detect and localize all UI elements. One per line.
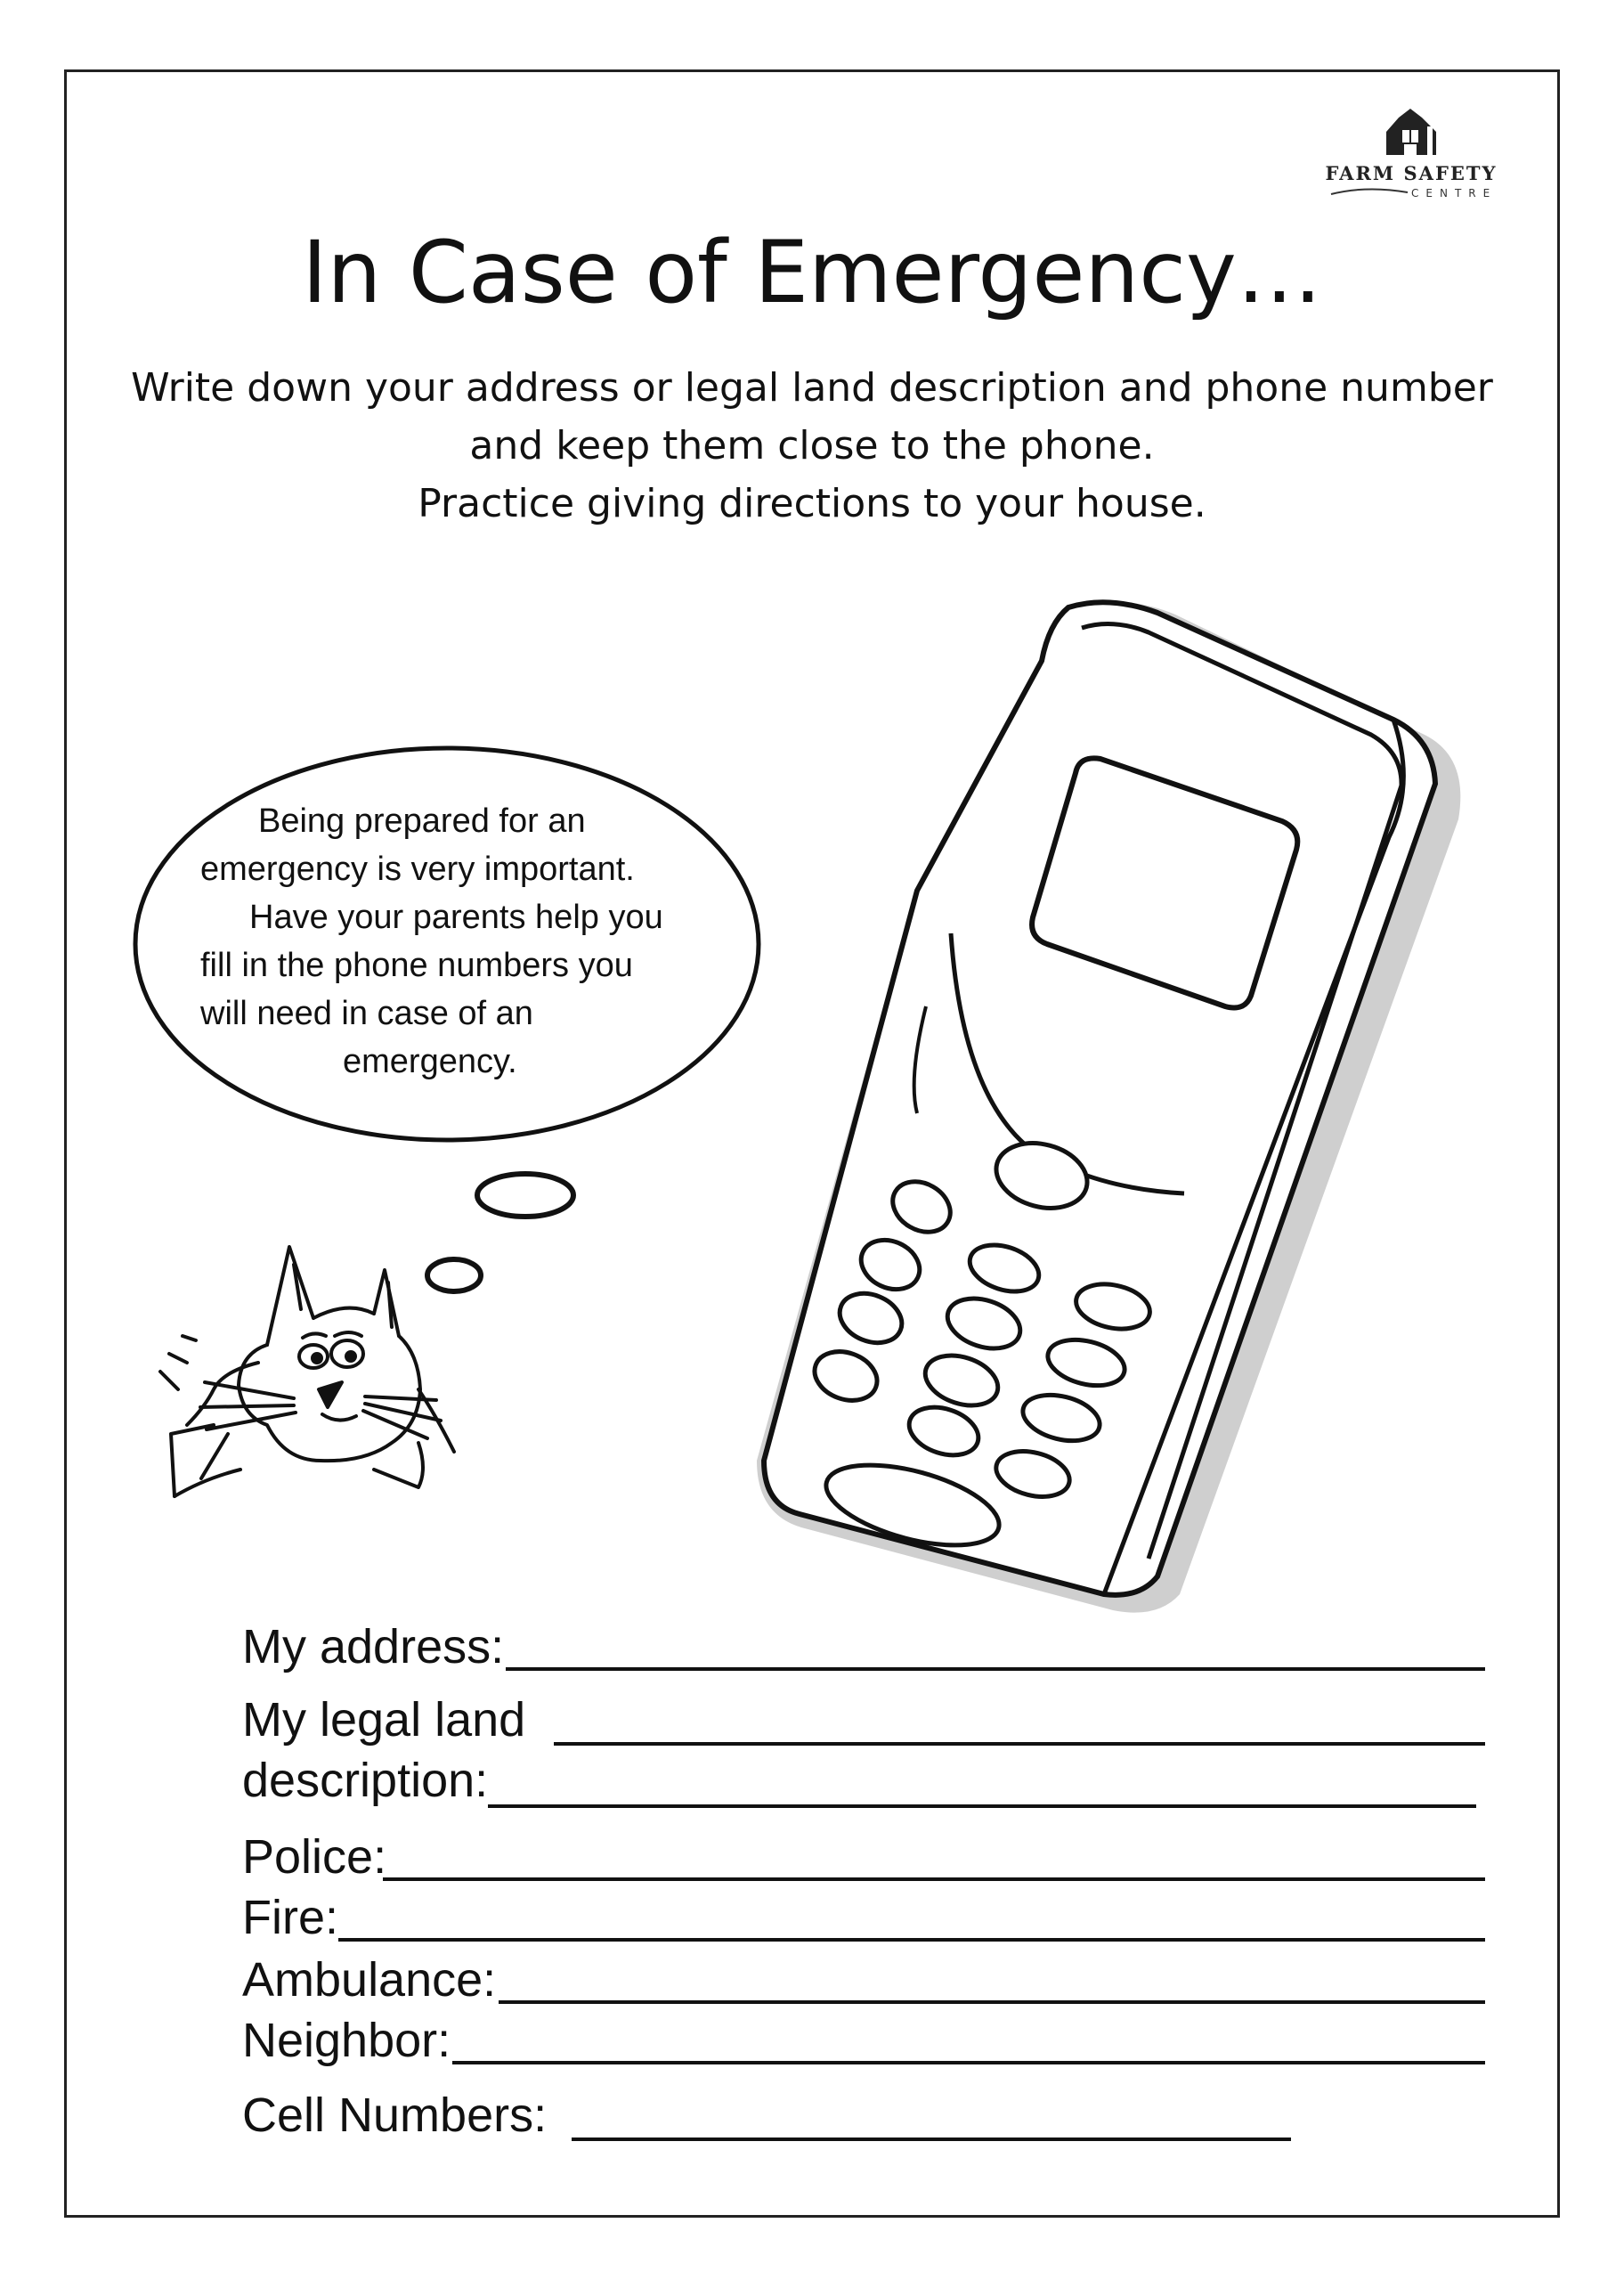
ambulance-field[interactable]	[499, 2000, 1485, 2004]
bubble-line-2: emergency is very important.	[200, 851, 635, 888]
address-label: My address:	[242, 1620, 505, 1673]
intro-line-3: Practice giving directions to your house.	[418, 481, 1206, 526]
cell-numbers-label: Cell Numbers:	[242, 2089, 548, 2142]
police-label: Police:	[242, 1830, 387, 1884]
legal-land-label-1: My legal land	[242, 1693, 526, 1747]
address-field[interactable]	[506, 1667, 1485, 1671]
logo-sub: CENTRE	[1411, 187, 1498, 200]
bubble-line-3: Have your parents help you	[249, 899, 663, 936]
intro-line-2: and keep them close to the phone.	[469, 423, 1155, 468]
bubble-line-6: emergency.	[343, 1043, 517, 1080]
fire-label: Fire:	[242, 1891, 338, 1944]
logo-name: FARM SAFETY	[1325, 162, 1498, 184]
cell-phone-illustration	[757, 602, 1460, 1613]
cat-illustration	[160, 1247, 454, 1496]
legal-land-field-2[interactable]	[488, 1804, 1476, 1808]
cell-numbers-field[interactable]	[572, 2138, 1291, 2141]
bubble-line-5: will need in case of an	[200, 995, 533, 1032]
bubble-line-4: fill in the phone numbers you	[200, 947, 633, 984]
police-field[interactable]	[383, 1877, 1485, 1881]
legal-land-field-1[interactable]	[554, 1742, 1485, 1746]
bubble-line-1: Being prepared for an	[258, 802, 586, 840]
legal-land-label-2: description:	[242, 1754, 489, 1807]
neighbor-label: Neighbor:	[242, 2014, 451, 2067]
page-title: In Case of Emergency…	[302, 223, 1322, 322]
ambulance-label: Ambulance:	[242, 1953, 497, 2007]
fire-field[interactable]	[338, 1938, 1485, 1942]
neighbor-field[interactable]	[452, 2061, 1485, 2064]
bubble-text	[187, 797, 686, 1086]
intro-line-1: Write down your address or legal land description and phone number	[131, 365, 1493, 411]
